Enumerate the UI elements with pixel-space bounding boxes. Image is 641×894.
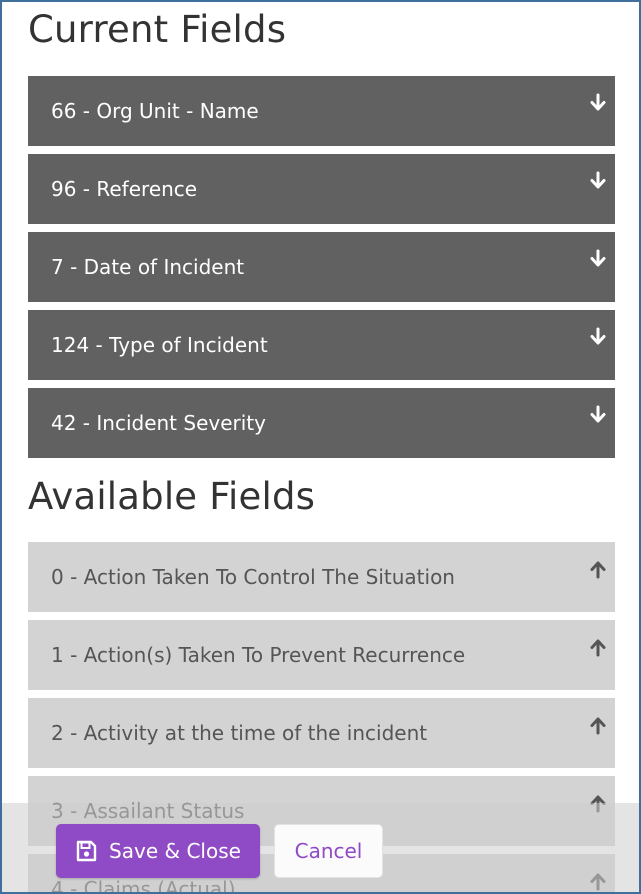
arrow-up-icon[interactable] xyxy=(588,559,608,579)
field-label: 66 - Org Unit - Name xyxy=(51,99,259,123)
field-label: 0 - Action Taken To Control The Situation xyxy=(51,565,455,589)
field-label: 42 - Incident Severity xyxy=(51,411,266,435)
current-fields-title: Current Fields xyxy=(28,8,287,51)
cancel-button[interactable] xyxy=(274,824,383,878)
cancel-label: Cancel xyxy=(294,839,363,863)
current-field-row[interactable] xyxy=(28,154,615,224)
available-field-row[interactable] xyxy=(28,698,615,768)
arrow-down-icon[interactable] xyxy=(588,249,608,269)
arrow-down-icon[interactable] xyxy=(588,405,608,425)
save-and-close-label: Save & Close xyxy=(109,839,241,863)
arrow-down-icon[interactable] xyxy=(588,327,608,347)
save-and-close-button[interactable] xyxy=(56,824,260,878)
available-fields-title: Available Fields xyxy=(28,475,316,518)
arrow-up-icon[interactable] xyxy=(588,715,608,735)
arrow-up-icon[interactable] xyxy=(588,637,608,657)
field-label: 96 - Reference xyxy=(51,177,198,201)
save-icon xyxy=(75,840,97,862)
field-label: 124 - Type of Incident xyxy=(51,333,268,357)
current-field-row[interactable] xyxy=(28,388,615,458)
current-field-row[interactable] xyxy=(28,76,615,146)
arrow-down-icon[interactable] xyxy=(588,171,608,191)
field-label: 1 - Action(s) Taken To Prevent Recurrence xyxy=(51,643,466,667)
current-field-row[interactable] xyxy=(28,310,615,380)
field-label: 7 - Date of Incident xyxy=(51,255,245,279)
available-field-row[interactable] xyxy=(28,620,615,690)
current-field-row[interactable] xyxy=(28,232,615,302)
available-field-row[interactable] xyxy=(28,542,615,612)
field-label: 2 - Activity at the time of the incident xyxy=(51,721,428,745)
arrow-down-icon[interactable] xyxy=(588,93,608,113)
